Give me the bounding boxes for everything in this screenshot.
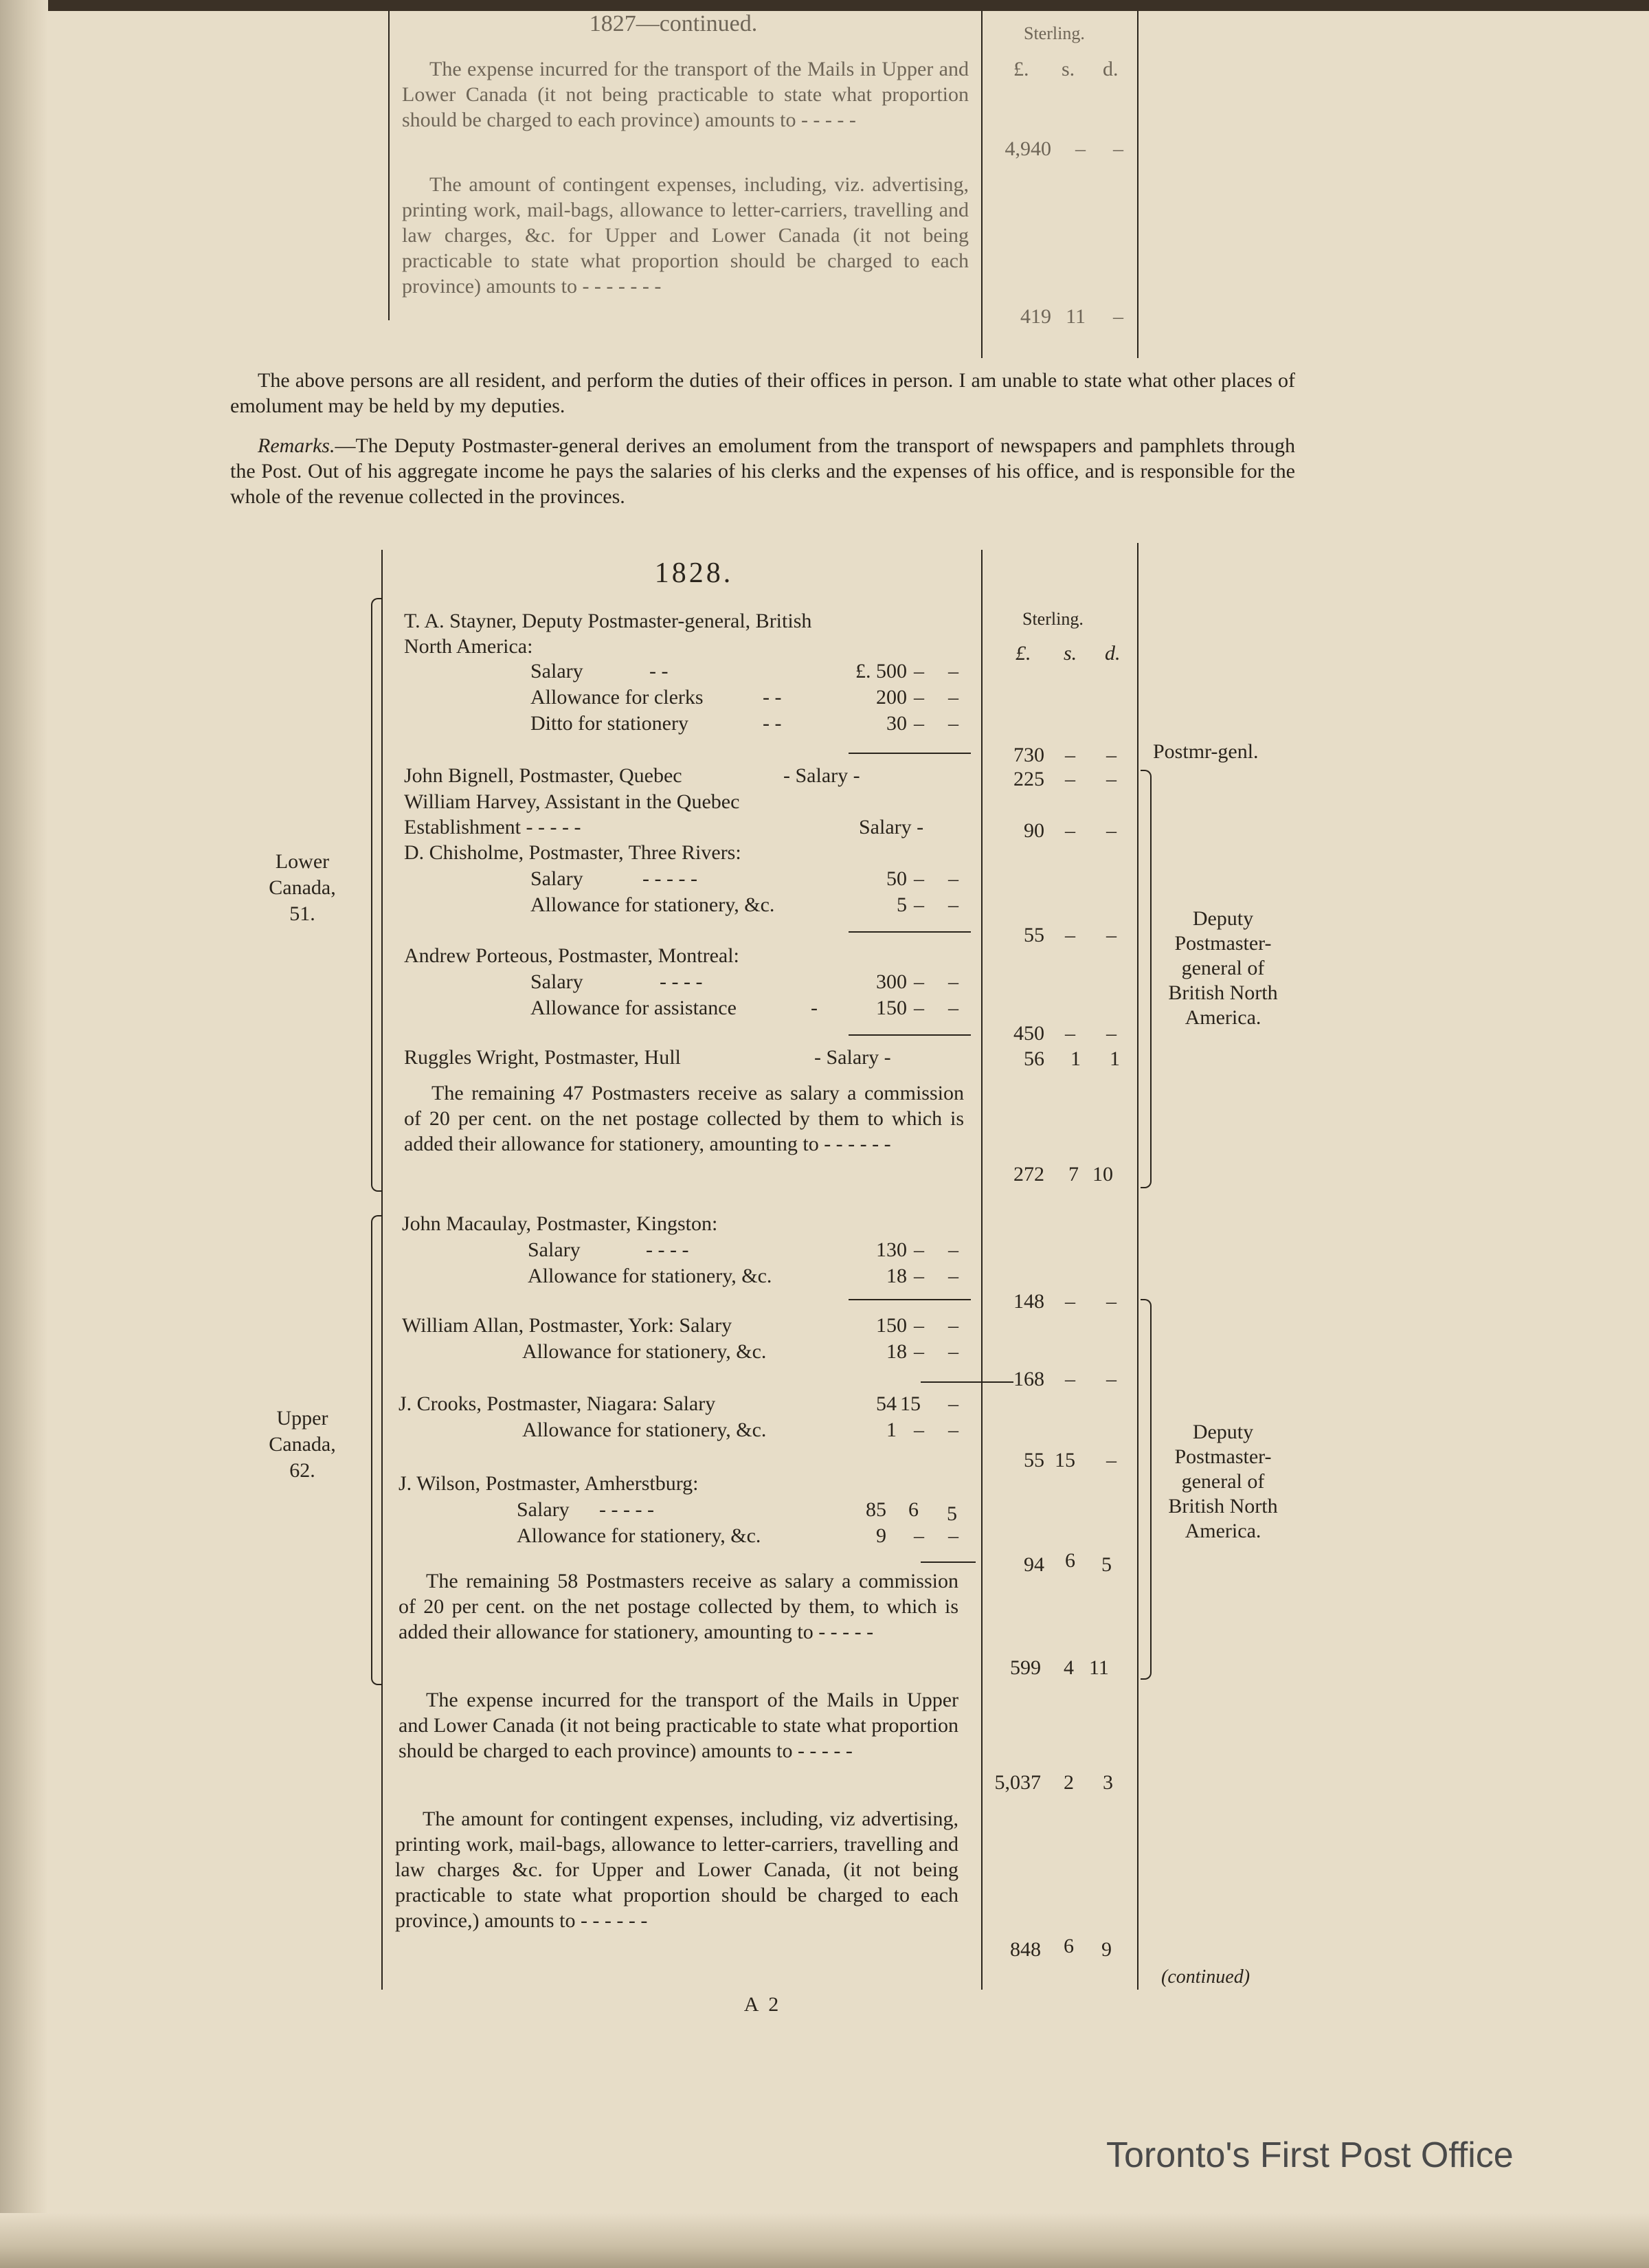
wilson-name: J. Wilson, Postmaster, Amherstburg: [399,1472,699,1495]
lower-remaining-text: The remaining 47 Postmasters receive as salary a commission of 20 per cent. on the net postage collected by them to which is added their allowance for stationery, amounting to - - - - - - [404,1082,964,1155]
top-transport-pounds: 4,940 [1005,137,1051,160]
macaulay-stationery-amount: 18 [886,1265,907,1287]
crooks-stationery-d: – [948,1419,958,1441]
stayner-stationery-amount: 30 [886,712,907,735]
upper-remaining-s: 4 [1064,1656,1074,1679]
stayner-subtotal-rule [849,753,971,754]
top-contingent-pounds: 419 [1020,305,1051,328]
wilson-total-pounds: 94 [1024,1553,1044,1576]
top-pound-header: £. [1013,58,1029,80]
y1828-pence-header: d. [1105,642,1121,665]
stayner-clerks-s: – [914,686,924,709]
stayner-stationery-d: – [948,712,958,735]
macaulay-name: John Macaulay, Postmaster, Kingston: [402,1212,718,1235]
chisholme-salary-dashes: - - - - - [642,867,697,890]
page-bottom-edge [0,2213,1649,2268]
lower-role-brace [1141,770,1152,1188]
top-contingent-pence: – [1113,305,1123,328]
stayner-total-d: – [1106,744,1117,766]
wilson-total-d: 5 [1101,1553,1112,1576]
upper-remaining-text: The remaining 58 Postmasters receive as salary a commission of 20 per cent. on the net postage collected by them, to which is added their allowance for stationery, amounting to - - - - - [399,1570,958,1643]
chisholme-name: D. Chisholme, Postmaster, Three Rivers: [404,841,741,864]
wright-kind: - Salary - [814,1046,891,1069]
residence-note: The above persons are all resident, and perform the duties of their offices in person. I am unable to state what other places of emolument may be held by my deputies. [230,369,1295,417]
top-transport-text: The expense incurred for the transport of the Mails in Upper and Lower Canada (it not being practicable to state what proportion should be charged to each province) amounts to - - - - - [402,58,969,131]
stayner-salary-d: – [948,660,958,682]
lower-canada-label-2: Canada, [269,876,336,899]
macaulay-subtotal-rule [849,1299,971,1300]
stayner-clerks-d: – [948,686,958,709]
upper-role-1: Deputy [1192,1421,1254,1443]
crooks-shillings: 15 [900,1392,921,1415]
top-shilling-header: s. [1062,58,1075,80]
lower-role-1: Deputy [1192,907,1254,930]
allan-total-d: – [1106,1368,1117,1390]
upper-remaining-pounds: 599 [1010,1656,1041,1679]
chisholme-subtotal-rule [849,931,971,933]
allan-amount: 150 [876,1314,907,1337]
remarks-label: Remarks. [258,434,335,457]
lower-role-4: British North [1168,981,1278,1004]
porteous-total-d: – [1106,1022,1117,1045]
upper-role-brace [1141,1299,1152,1680]
bignell-total-pounds: 225 [1013,768,1044,790]
crooks-name: J. Crooks, Postmaster, Niagara: Salary [399,1392,716,1415]
stayner-salary-s: – [914,660,924,682]
stayner-clerks-label: Allowance for clerks [530,686,704,709]
macaulay-stationery-d: – [948,1265,958,1287]
y1828-transport-d: 3 [1103,1771,1113,1794]
lower-canada-label-3: 51. [289,902,315,925]
wright-total-d: 1 [1110,1047,1120,1070]
allan-total-s: – [1065,1368,1075,1390]
upper-canada-label-1: Upper [276,1407,328,1430]
upper-role-4: British North [1168,1495,1278,1517]
upper-canada-brace [371,1215,382,1685]
macaulay-salary-amount: 130 [876,1238,907,1261]
wilson-salary-dashes: - - - - - [599,1498,654,1521]
stayner-salary-label: Salary [530,660,583,682]
upper-canada-label-3: 62. [289,1459,315,1482]
porteous-salary-d: – [948,970,958,993]
stayner-stationery-dashes: - - [763,712,782,735]
porteous-assistance-dashes: - [811,997,818,1019]
lower-role-5: America. [1185,1006,1261,1029]
continued-note: (continued) [1161,1966,1250,1988]
wilson-total-s: 6 [1065,1549,1075,1572]
macaulay-total-d: – [1106,1290,1117,1313]
lower-role-2: Postmaster- [1174,932,1272,955]
lower-remaining-pounds: 272 [1013,1163,1044,1186]
stayner-stationery-label: Ditto for stationery [530,712,688,735]
stayner-clerks-dashes: - - [763,686,782,709]
allan-stationery-d: – [948,1340,958,1363]
wright-text: Ruggles Wright, Postmaster, Hull [404,1046,681,1069]
y1828-shilling-header: s. [1064,642,1077,665]
y1828-contingent-text: The amount for contingent expenses, including, viz advertising, printing work, mail-bags, allowance to letter-carriers, travelling and law charges &c. for Upper and Lower Canada, (it not being practicable to state what proportion should be charged to each province,) amounts to - - - - - - [395,1808,958,1932]
top-contingent-text: The amount of contingent expenses, including, viz. advertising, printing work, mail-bags, allowance to letter-carriers, travelling and law charges, &c. for Upper and Lower Canada (it not being practicable to state what proportion should be charged to each province) amounts to - - - - - - - [402,173,969,298]
macaulay-salary-dashes: - - - - [646,1238,689,1261]
year-1828-heading: 1828. [654,557,734,589]
chisholme-stationery-d: – [948,893,958,916]
bignell-total-d: – [1106,768,1117,790]
porteous-total-pounds: 450 [1013,1022,1044,1045]
top-left-rule [388,11,390,320]
crooks-pence: – [948,1392,958,1415]
lower-remaining-s: 7 [1068,1163,1079,1186]
wilson-salary-amount: 85 [866,1498,886,1521]
stayner-salary-amount: £. 500 [855,660,907,682]
porteous-salary-amount: 300 [876,970,907,993]
allan-stationery-s: – [914,1340,924,1363]
macaulay-stationery-s: – [914,1265,924,1287]
crooks-stationery-label: Allowance for stationery, &c. [522,1419,767,1441]
porteous-name: Andrew Porteous, Postmaster, Montreal: [404,944,739,967]
wilson-salary-s: 6 [908,1498,919,1521]
stayner-name: T. A. Stayner, Deputy Postmaster-general, British North America: [404,610,812,658]
stayner-stationery-s: – [914,712,924,735]
y1828-sterling-label: Sterling. [1022,609,1084,629]
y1828-contingent-s: 6 [1064,1935,1074,1957]
bignell-total-s: – [1065,768,1075,790]
porteous-assistance-d: – [948,997,958,1019]
top-sterling-label: Sterling. [1024,23,1085,43]
wilson-stationery-amount: 9 [876,1524,886,1547]
macaulay-salary-label: Salary [528,1238,581,1261]
stayner-total-s: – [1065,744,1075,766]
y1828-pound-header: £. [1016,642,1031,665]
upper-role-3: general of [1181,1470,1265,1493]
crooks-stationery-amount: 1 [886,1419,897,1441]
y1828-contingent-d: 9 [1101,1938,1112,1961]
page-left-shadow [0,0,48,2268]
wilson-stationery-label: Allowance for stationery, &c. [517,1524,761,1547]
top-amount-rule [981,11,983,358]
wilson-stationery-s: – [914,1524,924,1547]
harvey-text: William Harvey, Assistant in the Quebec Establishment - - - - - [404,790,740,838]
chisholme-salary-s: – [914,867,924,890]
wilson-stationery-d: – [948,1524,958,1547]
y1828-transport-text: The expense incurred for the transport of the Mails in Upper and Lower Canada (it not being practicable to state what proportion should be charged to each province) amounts to - - - - - [399,1689,958,1762]
chisholme-total-d: – [1106,924,1117,946]
chisholme-salary-amount: 50 [886,867,907,890]
crooks-total-pounds: 55 [1024,1449,1044,1471]
upper-remaining-d: 11 [1089,1656,1109,1679]
harvey-total-s: – [1065,819,1075,842]
stayner-salary-dashes: - - [649,660,669,682]
lower-canada-label-1: Lower [275,850,330,873]
stayner-clerks-amount: 200 [876,686,907,709]
crooks-stationery-s: – [914,1419,924,1441]
wilson-subtotal-rule [921,1561,976,1563]
chisholme-salary-d: – [948,867,958,890]
page-signature: A 2 [743,1993,782,2016]
chisholme-total-pounds: 55 [1024,924,1044,946]
top-transport-pence: – [1113,137,1123,160]
porteous-total-s: – [1065,1022,1075,1045]
porteous-subtotal-rule [849,1034,971,1036]
stayner-role: Postmr-genl. [1153,740,1259,763]
macaulay-total-s: – [1065,1290,1075,1313]
wright-total-pounds: 56 [1024,1047,1044,1070]
crooks-total-d: – [1106,1449,1117,1471]
chisholme-stationery-label: Allowance for stationery, &c. [530,893,775,916]
watermark-text: Toronto's First Post Office [1106,2135,1514,2175]
porteous-salary-label: Salary [530,970,583,993]
macaulay-salary-s: – [914,1238,924,1261]
stayner-total-pounds: 730 [1013,744,1044,766]
chisholme-total-s: – [1065,924,1075,946]
chisholme-salary-label: Salary [530,867,583,890]
y1828-contingent-pounds: 848 [1010,1938,1041,1961]
allan-stationery-label: Allowance for stationery, &c. [522,1340,767,1363]
macaulay-salary-d: – [948,1238,958,1261]
bignell-kind: - Salary - [783,764,860,787]
upper-role-5: America. [1185,1520,1261,1542]
chisholme-stationery-s: – [914,893,924,916]
lower-role-3: general of [1181,957,1265,979]
top-pence-header: d. [1103,58,1119,80]
harvey-kind: Salary - [859,816,924,838]
porteous-assistance-amount: 150 [876,997,907,1019]
lower-remaining-d: 10 [1092,1163,1113,1186]
crooks-total-s: 15 [1055,1449,1075,1471]
wilson-salary-label: Salary [517,1498,570,1521]
top-transport-shillings: – [1075,137,1086,160]
remarks-paragraph [230,433,1295,509]
allan-amount-s: – [914,1314,924,1337]
y1828-right-rule [1137,543,1138,1990]
allan-name: William Allan, Postmaster, York: Salary [402,1314,732,1337]
porteous-assistance-label: Allowance for assistance [530,997,737,1019]
harvey-total-pounds: 90 [1024,819,1044,842]
bignell-text: John Bignell, Postmaster, Quebec [404,764,682,787]
upper-canada-label-2: Canada, [269,1433,336,1456]
top-contingent-shillings: 11 [1066,305,1086,328]
porteous-assistance-s: – [914,997,924,1019]
macaulay-stationery-label: Allowance for stationery, &c. [528,1265,772,1287]
macaulay-total-pounds: 148 [1013,1290,1044,1313]
crooks-amount: 54 [876,1392,897,1415]
y1828-transport-s: 2 [1064,1771,1074,1794]
y1828-transport-pounds: 5,037 [994,1771,1041,1794]
wright-total-s: 1 [1070,1047,1081,1070]
allan-stationery-amount: 18 [886,1340,907,1363]
porteous-salary-dashes: - - - - [660,970,703,993]
remarks-text: —The Deputy Postmaster-general derives an emolument from the transport of newspapers and pamphlets through the Post. Out of his aggregate income he pays the salaries of his clerks and the expenses of his office, and is responsible for the whole of the revenue collected in the provinces. [230,434,1295,508]
upper-role-2: Postmaster- [1174,1445,1272,1468]
page-top-edge [0,0,1649,11]
allan-amount-d: – [948,1314,958,1337]
wilson-salary-d: 5 [947,1502,957,1525]
allan-total-pounds: 168 [1013,1368,1044,1390]
porteous-salary-s: – [914,970,924,993]
chisholme-stationery-amount: 5 [897,893,907,916]
lower-canada-brace [371,598,382,1192]
harvey-total-d: – [1106,819,1117,842]
top-right-rule [1137,11,1138,358]
top-heading: 1827—continued. [589,11,758,36]
